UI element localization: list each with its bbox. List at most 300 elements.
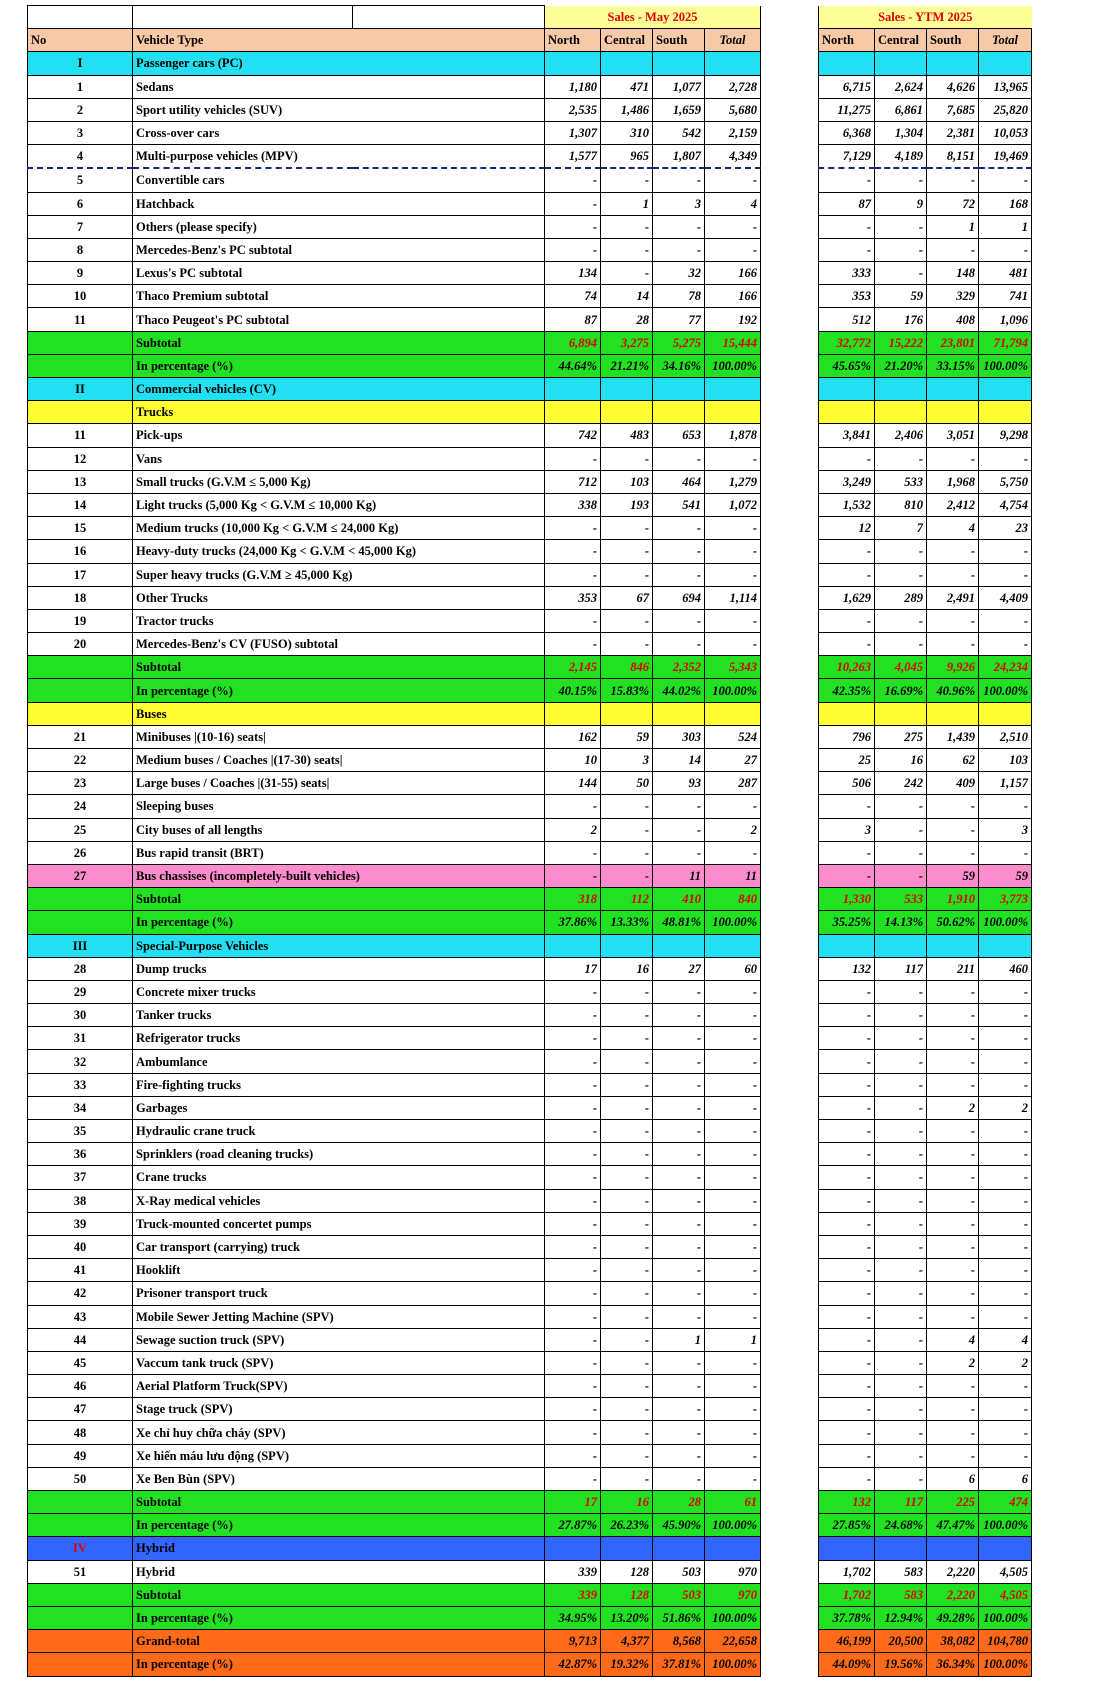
may-value: 16 [601,957,653,980]
row-label: Subtotal [133,888,545,911]
may-value: 37.86% [545,911,601,934]
ytm-value: 2 [927,1351,979,1374]
row-number: 38 [28,1189,133,1212]
row-number: 34 [28,1096,133,1119]
ytm-value: - [979,1189,1032,1212]
ytm-value: - [875,1073,927,1096]
may-value: 192 [705,308,761,331]
gap-cell [761,888,819,911]
row-number [28,1583,133,1606]
may-value: 162 [545,725,601,748]
may-value: - [653,1305,705,1328]
may-value: - [705,168,761,192]
ytm-value: 25,820 [979,98,1032,121]
row-d [28,1096,1032,1119]
gap-cell [761,447,819,470]
may-value: 8,568 [653,1630,705,1653]
may-value: - [601,540,653,563]
row-number: 33 [28,1073,133,1096]
ytm-value: - [979,980,1032,1003]
may-value: - [545,1004,601,1027]
ytm-value: - [875,1050,927,1073]
empty-cell [705,401,761,424]
header-north: North [819,29,875,52]
may-value: - [705,795,761,818]
row-number [28,1630,133,1653]
may-value: 9,713 [545,1630,601,1653]
row-d [28,1259,1032,1282]
may-value: - [653,1398,705,1421]
row-label: Subtotal [133,1491,545,1514]
row-number: 14 [28,493,133,516]
may-value: - [653,1351,705,1374]
ytm-value: - [819,1143,875,1166]
ytm-value: - [875,1120,927,1143]
empty-cell [819,52,875,75]
vehicle-type: Hybrid [133,1560,545,1583]
may-value: - [705,1143,761,1166]
gap-cell [761,609,819,632]
row-number: 9 [28,262,133,285]
ytm-value: 211 [927,957,979,980]
row-number: 46 [28,1375,133,1398]
may-value: - [653,1421,705,1444]
may-value: - [545,1351,601,1374]
row-d [28,980,1032,1003]
row-sec [28,378,1032,401]
may-value: - [601,1096,653,1119]
may-value: - [545,192,601,215]
row-pct [28,1606,1032,1629]
may-value: - [601,1259,653,1282]
row-number: 7 [28,215,133,238]
may-value: 2,352 [653,656,705,679]
may-value: 93 [653,772,705,795]
ytm-value: - [979,1004,1032,1027]
gap-cell [761,980,819,1003]
ytm-value: - [875,980,927,1003]
ytm-value: - [875,1096,927,1119]
empty-cell [979,1537,1032,1560]
ytm-value: 2,412 [927,493,979,516]
ytm-value: - [819,563,875,586]
vehicle-type: Sprinklers (road cleaning trucks) [133,1143,545,1166]
ytm-value: 117 [875,1491,927,1514]
row-number: 24 [28,795,133,818]
ytm-value: - [979,1444,1032,1467]
ytm-value: - [979,447,1032,470]
vehicle-type: Super heavy trucks (G.V.M ≥ 45,000 Kg) [133,563,545,586]
gap-cell [761,934,819,957]
may-value: 2 [545,818,601,841]
ytm-value: 100.00% [979,354,1032,377]
may-value: - [705,1166,761,1189]
may-value: 2,159 [705,121,761,144]
may-value: 21.21% [601,354,653,377]
ytm-value: 409 [927,772,979,795]
section-title: Trucks [133,401,545,424]
may-value: - [601,1398,653,1421]
vehicle-type: Garbages [133,1096,545,1119]
may-value: - [545,1096,601,1119]
row-d [28,470,1032,493]
may-value: - [653,818,705,841]
ytm-value: - [819,1027,875,1050]
may-value: - [545,609,601,632]
gap-cell [761,121,819,144]
row-label: In percentage (%) [133,679,545,702]
gap-cell [761,98,819,121]
empty-cell [705,52,761,75]
ytm-value: 2,491 [927,586,979,609]
may-value: 471 [601,75,653,98]
may-value: 100.00% [705,1606,761,1629]
ytm-value: - [875,262,927,285]
ytm-value: 6,861 [875,98,927,121]
ytm-value: 1,910 [927,888,979,911]
may-value: - [705,1120,761,1143]
row-number: 50 [28,1467,133,1490]
row-number [28,911,133,934]
gap-cell [761,1166,819,1189]
ytm-value: 506 [819,772,875,795]
may-value: - [653,215,705,238]
may-value: 5,680 [705,98,761,121]
may-value: - [545,517,601,540]
row-number: 11 [28,308,133,331]
vehicle-type: Stage truck (SPV) [133,1398,545,1421]
ytm-value: 87 [819,192,875,215]
row-label: In percentage (%) [133,1606,545,1629]
row-number: 16 [28,540,133,563]
ytm-value: 408 [927,308,979,331]
row-d [28,1143,1032,1166]
empty-cell [653,934,705,957]
ytm-value: 6 [927,1467,979,1490]
empty-cell [653,401,705,424]
may-value: - [545,841,601,864]
vehicle-type: Dump trucks [133,957,545,980]
gap-cell [761,1467,819,1490]
row-pct [28,679,1032,702]
may-value: 37.81% [653,1653,705,1676]
empty-cell [979,52,1032,75]
may-value: 1,072 [705,493,761,516]
gap-cell [761,424,819,447]
ytm-value: - [927,841,979,864]
ytm-value: - [875,633,927,656]
may-value: 483 [601,424,653,447]
ytm-value: - [927,1375,979,1398]
may-value: 542 [653,121,705,144]
row-d [28,238,1032,261]
may-value: 410 [653,888,705,911]
vehicle-type: Multi-purpose vehicles (MPV) [133,145,545,169]
ytm-value: 2,406 [875,424,927,447]
ytm-value: - [927,540,979,563]
empty-cell [875,378,927,401]
ytm-value: 71,794 [979,331,1032,354]
may-value: 11 [705,864,761,887]
row-number [28,1653,133,1676]
row-grand [28,1630,1032,1653]
gap-cell [761,1212,819,1235]
ytm-value: 4,754 [979,493,1032,516]
ytm-value: 3 [819,818,875,841]
may-value: - [601,1073,653,1096]
may-value: 1,307 [545,121,601,144]
ytm-value: 1,968 [927,470,979,493]
ytm-value: 19,469 [979,145,1032,169]
may-value: - [545,540,601,563]
gap-cell [761,1096,819,1119]
may-value: 34.16% [653,354,705,377]
gap-cell [761,864,819,887]
may-value: 1,807 [653,145,705,169]
may-value: - [705,1305,761,1328]
may-value: - [653,447,705,470]
ytm-value: - [875,238,927,261]
gap-cell [761,1235,819,1258]
row-d [28,98,1032,121]
may-value: 134 [545,262,601,285]
may-value: - [601,609,653,632]
may-value: 166 [705,285,761,308]
row-d [28,1212,1032,1235]
row-number: 15 [28,517,133,540]
row-d [28,285,1032,308]
may-value: - [653,563,705,586]
may-value: 27 [653,957,705,980]
row-d [28,1351,1032,1374]
may-value: 1 [705,1328,761,1351]
may-value: - [601,1027,653,1050]
ytm-value: - [979,168,1032,192]
may-value: 14 [653,749,705,772]
ytm-value: 36.34% [927,1653,979,1676]
row-number: 3 [28,121,133,144]
row-d [28,145,1032,169]
ytm-value: - [819,1328,875,1351]
ytm-value: - [979,540,1032,563]
row-d [28,772,1032,795]
may-value: - [545,1027,601,1050]
may-value: 128 [601,1560,653,1583]
row-pct [28,1514,1032,1537]
ytm-value: - [875,1351,927,1374]
may-value: - [653,1143,705,1166]
row-number: 29 [28,980,133,1003]
ytm-value: - [819,1212,875,1235]
vehicle-type: Hooklift [133,1259,545,1282]
may-value: 19.32% [601,1653,653,1676]
row-d [28,424,1032,447]
row-sec [28,401,1032,424]
gap-cell [761,1630,819,1653]
may-value: 1,180 [545,75,601,98]
may-value: - [653,1073,705,1096]
gap-cell [761,1351,819,1374]
may-value: 318 [545,888,601,911]
may-value: 193 [601,493,653,516]
may-value: - [705,1050,761,1073]
may-value: 5,275 [653,331,705,354]
may-value: 100.00% [705,679,761,702]
row-d [28,1398,1032,1421]
ytm-value: - [875,864,927,887]
empty-cell [875,934,927,957]
empty-cell [875,702,927,725]
gap-cell [761,1282,819,1305]
ytm-value: - [979,1120,1032,1143]
gap-cell [761,470,819,493]
may-value: 1,878 [705,424,761,447]
ytm-value: 14.13% [875,911,927,934]
may-value: 78 [653,285,705,308]
ytm-value: - [927,1259,979,1282]
may-value: - [705,1282,761,1305]
ytm-value: - [927,1120,979,1143]
ytm-value: - [875,1467,927,1490]
ytm-value: 38,082 [927,1630,979,1653]
ytm-value: 44.09% [819,1653,875,1676]
section-number [28,702,133,725]
ytm-value: - [927,795,979,818]
ytm-value: 117 [875,957,927,980]
ytm-value: 176 [875,308,927,331]
row-sub [28,888,1032,911]
ytm-value: - [979,841,1032,864]
ytm-value: 10,263 [819,656,875,679]
row-number [28,331,133,354]
ytm-value: 33.15% [927,354,979,377]
ytm-value: 5,750 [979,470,1032,493]
gap-cell [761,1305,819,1328]
vehicle-type: X-Ray medical vehicles [133,1189,545,1212]
may-value: - [545,1120,601,1143]
section-number: III [28,934,133,957]
title-blank [353,6,545,29]
ytm-value: 11,275 [819,98,875,121]
may-value: - [653,633,705,656]
header-vehicle-type: Vehicle Type [133,29,545,52]
vehicle-type: Cross-over cars [133,121,545,144]
gap-cell [761,1328,819,1351]
may-value: 1,486 [601,98,653,121]
ytm-value: - [819,1375,875,1398]
ytm-value: - [875,1421,927,1444]
ytm-value: - [875,563,927,586]
ytm-value: 4,045 [875,656,927,679]
row-number: 8 [28,238,133,261]
ytm-value: 1,096 [979,308,1032,331]
may-value: - [705,1421,761,1444]
may-value: - [545,864,601,887]
vehicle-type: Tractor trucks [133,609,545,632]
may-value: - [705,633,761,656]
may-value: 1,279 [705,470,761,493]
ytm-value: 225 [927,1491,979,1514]
ytm-value: 2,220 [927,1583,979,1606]
may-value: - [705,238,761,261]
row-d [28,75,1032,98]
vehicle-type: Bus chassises (incompletely-built vehicles) [133,864,545,887]
empty-cell [653,1537,705,1560]
row-number: 22 [28,749,133,772]
row-pink [28,864,1032,887]
may-value: 1,577 [545,145,601,169]
ytm-value: - [819,540,875,563]
may-value: - [601,1235,653,1258]
row-number [28,1514,133,1537]
gap-cell [761,517,819,540]
row-number [28,1491,133,1514]
section-number: IV [28,1537,133,1560]
may-value: 51.86% [653,1606,705,1629]
ytm-value: - [979,1398,1032,1421]
may-value: 61 [705,1491,761,1514]
may-value: 100.00% [705,1514,761,1537]
row-number: 31 [28,1027,133,1050]
row-d [28,1560,1032,1583]
ytm-value: - [927,1189,979,1212]
may-value: - [545,1328,601,1351]
ytm-value: - [927,633,979,656]
gap-cell [761,331,819,354]
row-label: Grand-total [133,1630,545,1653]
vehicle-type: Ambumlance [133,1050,545,1073]
vehicle-type: City buses of all lengths [133,818,545,841]
gap-cell [761,1073,819,1096]
vehicle-type: Pick-ups [133,424,545,447]
may-value: 339 [545,1583,601,1606]
ytm-value: - [819,1073,875,1096]
vehicle-type: Medium buses / Coaches |(17-30) seats| [133,749,545,772]
ytm-value: 329 [927,285,979,308]
ytm-value: - [875,1027,927,1050]
row-number: 39 [28,1212,133,1235]
vehicle-type: Xe Ben Bùn (SPV) [133,1467,545,1490]
row-d [28,586,1032,609]
ytm-value: - [979,1421,1032,1444]
ytm-value: - [875,540,927,563]
ytm-value: - [875,1328,927,1351]
ytm-value: 100.00% [979,1514,1032,1537]
ytm-value: - [819,1305,875,1328]
ytm-value: 32,772 [819,331,875,354]
may-value: 3,275 [601,331,653,354]
ytm-value: - [927,818,979,841]
ytm-value: 533 [875,888,927,911]
ytm-value: 4,409 [979,586,1032,609]
ytm-value: - [875,1375,927,1398]
ytm-value: 796 [819,725,875,748]
row-number: 5 [28,168,133,192]
ytm-value: - [819,841,875,864]
ytm-value: - [979,1143,1032,1166]
may-value: 11 [653,864,705,887]
empty-cell [653,52,705,75]
ytm-value: 4,626 [927,75,979,98]
ytm-value: - [979,633,1032,656]
may-value: 339 [545,1560,601,1583]
ytm-value: - [927,1421,979,1444]
ytm-value: 3 [979,818,1032,841]
section-title: Passenger cars (PC) [133,52,545,75]
may-value: - [705,1189,761,1212]
ytm-value: 47.47% [927,1514,979,1537]
ytm-value: - [819,609,875,632]
